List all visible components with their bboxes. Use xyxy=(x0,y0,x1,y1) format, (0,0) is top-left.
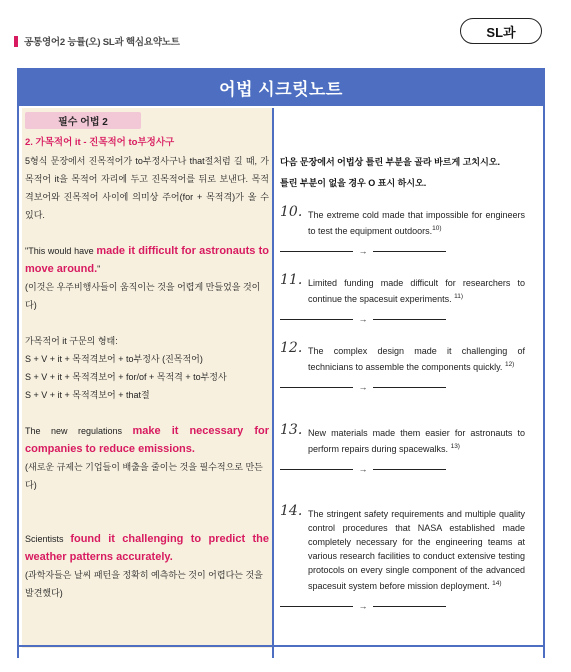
example-3-prefix: Scientists xyxy=(25,534,71,544)
example-1-highlight: made it difficult for astronauts to move around. xyxy=(25,245,269,275)
frame-bottom-border xyxy=(17,645,545,647)
answer-row xyxy=(280,464,525,474)
arrow-icon: → xyxy=(358,601,368,611)
lesson-badge: SL과 xyxy=(460,18,542,44)
arrow-icon: → xyxy=(358,464,368,474)
arrow-icon: → xyxy=(358,382,368,392)
grammar-explanation xyxy=(25,134,269,602)
correction-blank[interactable] xyxy=(373,606,446,607)
header-subtitle: 공통영어2 능률(오) SL과 핵심요약노트 xyxy=(24,37,180,48)
section-title: 2. 가목적어 it - 진목적어 to부정사구 xyxy=(25,137,175,148)
question-number: 11. xyxy=(280,272,303,288)
example-2-translation: (새로운 규제는 기업들이 배출을 줄이는 것을 필수적으로 만든다) xyxy=(25,462,263,490)
correction-blank[interactable] xyxy=(373,319,446,320)
answer-row xyxy=(280,382,525,392)
wrong-part-blank[interactable] xyxy=(280,319,353,320)
question-ref: 14) xyxy=(492,580,502,587)
question-text: The extreme cold made that impossible for engineers to test the equipment outdoors.$^{10)}$ xyxy=(308,210,525,236)
title-banner xyxy=(17,68,545,106)
question-text: The stringent safety requirements and multiple quality control procedures that NASA established made completely necessary for the engineering teams at various research facilities to conduct extensive testing protocols on every single component of the advanced spacesuit system before mission deployment. $^{14)}$ xyxy=(308,509,525,591)
question-ref: 13) xyxy=(450,443,460,450)
example-3 xyxy=(25,530,269,566)
intro-paragraph: 5형식 문장에서 진목적어가 to부정사구나 that절처럼 길 때, 가목적어 it을 목적어 자리에 두고 진목적어를 뒤로 보낸다. 목적격보어와 진목적어 사이에 의미상 주어(for + 목적격)가 올 수 있다. xyxy=(25,156,269,220)
example-2-highlight: make it necessary for companies to reduce emissions. xyxy=(25,425,269,455)
correction-blank[interactable] xyxy=(373,251,446,252)
question-10 xyxy=(280,204,525,256)
example-2 xyxy=(25,422,269,458)
page-header xyxy=(14,34,180,48)
instruction-2: 틀린 부분이 없을 경우 O 표시 하시오. xyxy=(280,178,427,188)
example-1-translation: (이것은 우주비행사들이 움직이는 것을 어렵게 만들었을 것이다) xyxy=(25,282,261,310)
example-3-highlight: found it challenging to predict the weather patterns accurately. xyxy=(25,533,269,563)
wrong-part-blank[interactable] xyxy=(280,606,353,607)
frame-right-border xyxy=(543,106,545,658)
question-14 xyxy=(280,503,525,611)
question-ref: 11) xyxy=(454,293,464,300)
question-number: 10. xyxy=(280,204,303,220)
correction-blank[interactable] xyxy=(373,387,446,388)
form-1: S + V + it + 목적격보어 + to부정사 (진목적어) xyxy=(25,354,203,364)
question-13 xyxy=(280,422,525,474)
frame-left-border xyxy=(17,106,19,658)
example-1 xyxy=(25,242,269,278)
arrow-icon: → xyxy=(358,246,368,256)
example-1-suffix: " xyxy=(97,264,101,274)
header-marker xyxy=(14,36,18,47)
grammar-label: 필수 어법 2 xyxy=(25,112,141,129)
banner-title: 어법 시크릿노트 xyxy=(219,79,343,99)
question-number: 13. xyxy=(280,422,303,438)
question-number: 14. xyxy=(280,503,303,519)
question-number: 12. xyxy=(280,340,303,356)
question-12 xyxy=(280,340,525,392)
question-text: New materials made them easier for astronauts to perform repairs during spacewalks. $^{13)}$ xyxy=(308,428,525,454)
answer-row xyxy=(280,314,525,324)
wrong-part-blank[interactable] xyxy=(280,251,353,252)
column-divider xyxy=(272,108,274,658)
question-text: The complex design made it challenging of technicians to assemble the components quickly. $^{12)}$ xyxy=(308,346,525,372)
form-3: S + V + it + 목적격보어 + that절 xyxy=(25,390,150,400)
arrow-icon: → xyxy=(358,314,368,324)
question-ref: 10) xyxy=(432,225,442,232)
example-1-prefix: "This would have xyxy=(25,246,97,256)
answer-row xyxy=(280,246,525,256)
form-2: S + V + it + 목적격보어 + for/of + 목적격 + to부정사 xyxy=(25,372,227,382)
instruction-1: 다음 문장에서 어법상 틀린 부분을 골라 바르게 고치시오. xyxy=(280,157,500,167)
question-ref: 12) xyxy=(504,361,515,368)
example-2-prefix: The new regulations xyxy=(25,426,133,436)
correction-blank[interactable] xyxy=(373,469,446,470)
instructions xyxy=(280,152,540,194)
forms-title: 가목적어 it 구문의 형태: xyxy=(25,336,118,346)
question-11 xyxy=(280,272,525,324)
wrong-part-blank[interactable] xyxy=(280,387,353,388)
question-text: Limited funding made difficult for researchers to continue the spacesuit experiments. $^{11)}$ xyxy=(308,278,525,304)
example-3-translation: (과학자들은 날씨 패턴을 정확히 예측하는 것이 어렵다는 것을 발견했다) xyxy=(25,570,263,598)
wrong-part-blank[interactable] xyxy=(280,469,353,470)
answer-row xyxy=(280,601,525,611)
